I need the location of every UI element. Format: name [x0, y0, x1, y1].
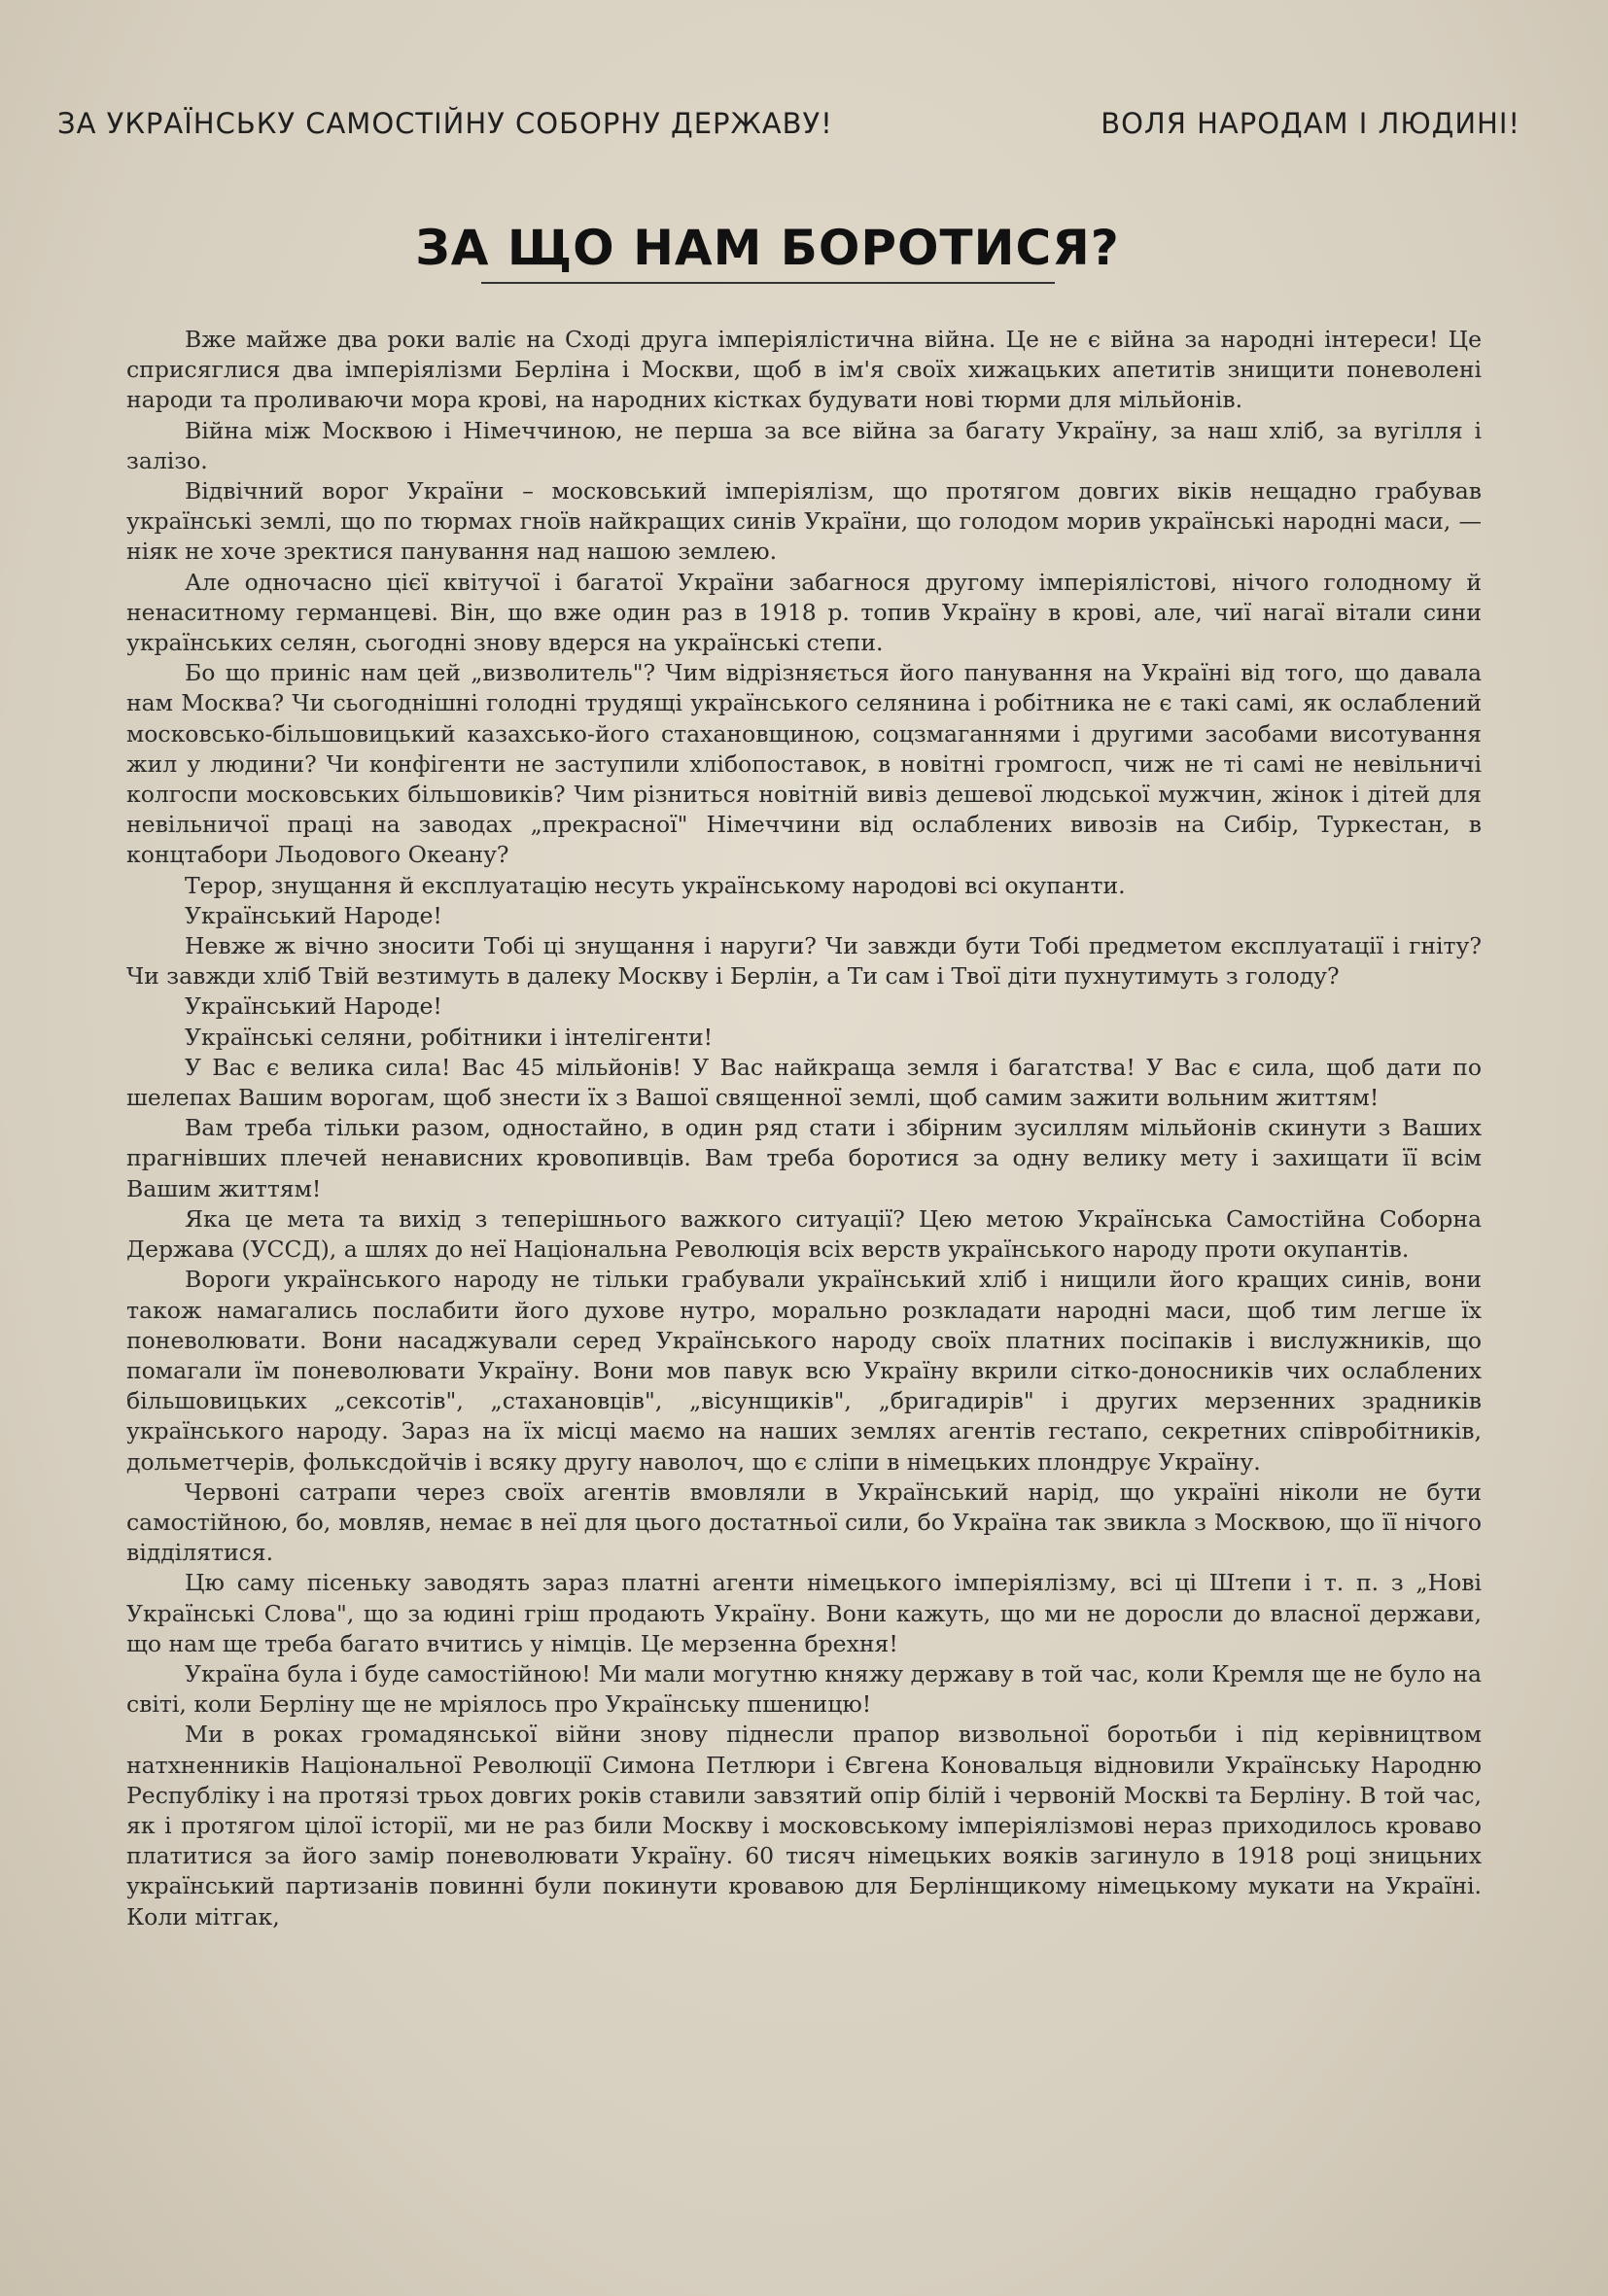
article-body	[126, 325, 1482, 1932]
paragraph: Червоні сатрапи через своїх агентів вмовляли в Український нарід, що україні ніколи не бути самостійною, бо, мовляв, немає в неї для цього достатньої сили, бо Україна так звикла з Москвою, що її нічого відділятися.	[126, 1478, 1482, 1567]
paragraph: Україна була і буде самостійною! Ми мали могутню княжу державу в той час, коли Кремля ще не було на світі, коли Берліну ще не мріялось про Українську пшеницю!	[126, 1659, 1482, 1719]
paragraph: Бо що приніс нам цей „визволитель"? Чим відрізняється його панування на Україні від того, що давала нам Москва? Чи сьогоднішні голодні трудящі українського селянина і робітника не є такі самі, як ослаблений московсько-більшовицький казахсько-його стахановщиною, соцзмаганнями і другими засобами висотування жил у людини? Чи конфігенти не заступили хлібопоставок, в новітні громгосп, чиж не ті самі не невільничі колгоспи московських більшовиків? Чим різниться новітній вивіз дешевої людської мужчин, жінок і дітей для невільничої праці на заводах „прекрасної" Німеччини від ослаблених вивозів на Сибір, Туркестан, в концтабори Льодового Океану?	[126, 659, 1482, 869]
paragraph: Вже майже два роки валіє на Сході друга імперіялістична війна. Це не є війна за народні інтереси! Це сприсяглися два імперіялізми Берліна і Москви, щоб в ім'я своїх хижацьких апетитів знищити поневолені народи та проливаючи мора крові, на народних кістках будувати нові тюрми для мільйонів.	[126, 326, 1482, 414]
paragraph: Українські селяни, робітники і інтелігенти!	[185, 1023, 714, 1051]
paragraph: Вороги українського народу не тільки грабували український хліб і нищили його кращих синів, вони також намагались послабити його духове нутро, морально розкладати народні маси, щоб тим легше їх поневолювати. Вони насаджували серед Українського народу своїх платних посіпаків і вислужників, що помагали їм поневолювати Україну. Вони мов павук всю Україну вкрили сітко-доносників чих ослаблених більшовицьких „сексотів", „стахановців", „вісунщиків", „бригадирів" і других мерзенних зрадників українського народу. Зараз на їх місці маємо на наших землях агентів гестапо, секретних співробітників, дольметчерів, фольксдойчів і всяку другу наволоч, що є сліпи в німецьких плондрує Україну.	[126, 1266, 1482, 1476]
paragraph: Український Народе!	[185, 992, 442, 1021]
paragraph: У Вас є велика сила! Вас 45 мільйонів! У Вас найкраща земля і багатства! У Вас є сила, щоб дати по шелепах Вашим ворогам, щоб знести їх з Вашої священної землі, щоб самим зажити вольним життям!	[126, 1053, 1482, 1112]
paragraph: Вам треба тільки разом, одностайно, в один ряд стати і збірним зусиллям мільйонів скинути з Ваших прагнівших плечей ненависних кровопивців. Вам треба боротися за одну велику мету і захищати її всім Вашим життям!	[126, 1114, 1482, 1202]
paragraph: Яка це мета та вихід з теперішнього важкого ситуації? Цею метою Українська Самостійна Соборна Держава (УССД), а шлях до неї Національна Революція всіх верств українського народу проти окупантів.	[126, 1204, 1482, 1264]
paragraph: Невже ж вічно зносити Тобі ці знущання і наруги? Чи завжди бути Тобі предметом експлуатації і гніту? Чи завжди хліб Твій везтимуть в далеку Москву і Берлін, а Ти сам і Твої діти пухнутимуть з голоду?	[126, 932, 1482, 991]
page-title: ЗА ЩО НАМ БОРОТИСЯ?	[415, 220, 1120, 276]
paragraph: Війна між Москвою і Німеччиною, не перша за все війна за багату Україну, за наш хліб, за вугілля і залізо.	[126, 416, 1482, 474]
paragraph: Український Народе!	[185, 901, 442, 929]
paragraph: Терор, знущання й експлуатацію несуть українському народові всі окупанти.	[185, 871, 1126, 899]
header-slogans	[57, 107, 1521, 140]
left-slogan: ЗА УКРАЇНСЬКУ САМОСТІЙНУ СОБОРНУ ДЕРЖАВУ!	[57, 107, 833, 140]
paragraph: Але одночасно цієї квітучої і багатої України забагнося другому імперіялістові, нічого голодному й ненаситному германцеві. Він, що вже один раз в 1918 р. топив Україну в крові, але, чиї нагаї вітали сини українських селян, сьогодні знову вдерся на українські степи.	[126, 568, 1482, 657]
paragraph: Відвічний ворог України – московський імперіялізм, що протягом довгих віків нещадно грабував українські землі, що по тюрмах гноїв найкращих синів України, що голодом морив українські народні маси, — ніяк не хоче зректися панування над нашою землею.	[126, 477, 1482, 566]
paragraph: Ми в роках громадянської війни знову піднесли прапор визвольної боротьби і під керівництвом натхненників Національної Революції Симона Петлюри і Євгена Коновальця відновили Українську Народню Республіку і на протязі трьох довгих років ставили завзятий опір білій і червоній Москві та Берліну. В той час, як і протягом цілої історії, ми не раз били Москву і московському імперіялізмові нераз приходилось кроваво платитися за його замір поневолювати Україну. 60 тисяч німецьких вояків загинуло в 1918 році зницьних український партизанів повинні були покинути кровавою для Берлінщикому німецькому мукати на Україні. Коли мітгак,	[126, 1721, 1482, 1931]
right-slogan: ВОЛЯ НАРОДАМ І ЛЮДИНІ!	[1101, 107, 1521, 140]
paragraph: Цю саму пісеньку заводять зараз платні агенти німецького імперіялізму, всі ці Штепи і т. п. з „Нові Українські Слова", що за юдині гріш продають Україну. Вони кажуть, що ми не доросли до власної держави, що нам ще треба багато вчитись у німців. Це мерзенна брехня!	[126, 1569, 1482, 1657]
title-underline	[481, 282, 1055, 284]
